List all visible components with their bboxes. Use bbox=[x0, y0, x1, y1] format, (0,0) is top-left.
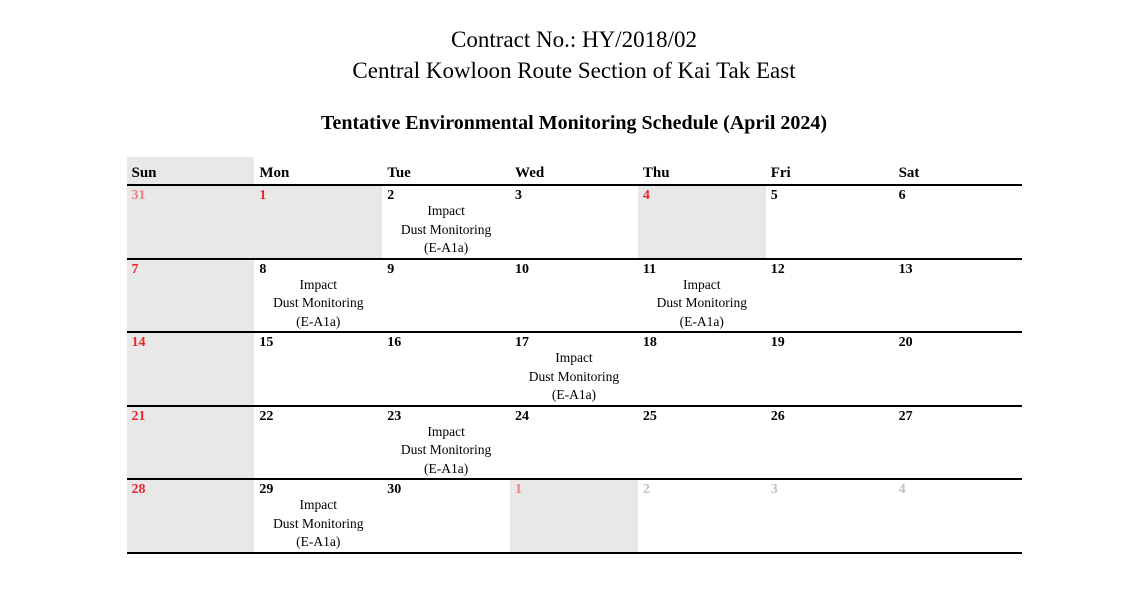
event-line-2: Dust Monitoring bbox=[400, 221, 492, 237]
calendar-day-cell[interactable] bbox=[766, 406, 894, 480]
monitoring-event bbox=[254, 276, 382, 332]
calendar-day-cell[interactable] bbox=[382, 479, 510, 553]
calendar-day-cell[interactable] bbox=[766, 479, 894, 553]
day-number: 10 bbox=[515, 261, 530, 277]
day-number: 11 bbox=[642, 261, 657, 277]
event-line-2: Dust Monitoring bbox=[400, 442, 492, 457]
event-line-2: Dust Monitoring bbox=[273, 295, 364, 310]
day-number: 8 bbox=[259, 261, 267, 277]
calendar-day-cell[interactable] bbox=[382, 406, 510, 480]
day-number: 4 bbox=[898, 482, 906, 497]
weekday-header-mon: Mon bbox=[254, 157, 382, 185]
event-line-2: Dust Monitoring bbox=[656, 295, 747, 310]
calendar-header-row bbox=[127, 157, 1022, 185]
day-number: 9 bbox=[387, 261, 395, 277]
monitoring-event bbox=[638, 276, 766, 332]
day-number: 6 bbox=[898, 188, 906, 203]
calendar-day-cell[interactable] bbox=[894, 259, 1022, 333]
calendar-day-cell[interactable] bbox=[766, 259, 894, 333]
calendar-day-cell[interactable] bbox=[254, 479, 382, 553]
document-header bbox=[0, 0, 1148, 86]
day-number: 19 bbox=[770, 335, 785, 350]
calendar-day-cell[interactable] bbox=[894, 406, 1022, 480]
calendar-week-row bbox=[127, 185, 1022, 259]
event-line-2: Dust Monitoring bbox=[273, 515, 364, 531]
event-line-1: Impact bbox=[427, 203, 465, 218]
calendar-day-cell[interactable] bbox=[254, 185, 382, 259]
day-number: 17 bbox=[515, 335, 530, 350]
day-number: 5 bbox=[770, 188, 778, 203]
event-line-1: Impact bbox=[299, 497, 337, 512]
day-number: 27 bbox=[898, 408, 913, 424]
day-number: 13 bbox=[898, 261, 913, 277]
day-number: 20 bbox=[898, 335, 913, 350]
calendar-day-cell[interactable] bbox=[638, 259, 766, 333]
calendar-day-cell[interactable] bbox=[254, 406, 382, 480]
calendar-week-row bbox=[127, 479, 1022, 553]
calendar-day-cell[interactable] bbox=[894, 479, 1022, 553]
day-number: 30 bbox=[387, 482, 402, 497]
event-line-3: (E-A1a) bbox=[551, 387, 597, 402]
day-number: 14 bbox=[131, 335, 146, 350]
day-number: 25 bbox=[642, 408, 657, 424]
event-line-3: (E-A1a) bbox=[423, 460, 469, 476]
calendar-day-cell[interactable] bbox=[638, 479, 766, 553]
calendar-week-row bbox=[127, 332, 1022, 406]
calendar-day-cell[interactable] bbox=[382, 185, 510, 259]
day-number: 15 bbox=[259, 335, 274, 350]
event-line-2: Dust Monitoring bbox=[528, 368, 620, 384]
monitoring-event bbox=[382, 202, 510, 258]
day-number: 26 bbox=[770, 408, 785, 424]
contract-number: Contract No.: HY/2018/02 bbox=[451, 27, 697, 52]
calendar-day-cell[interactable] bbox=[382, 332, 510, 406]
day-number: 4 bbox=[642, 188, 650, 203]
calendar-day-cell[interactable] bbox=[638, 406, 766, 480]
calendar-day-cell[interactable] bbox=[510, 479, 638, 553]
calendar-week-row bbox=[127, 259, 1022, 333]
calendar-day-cell[interactable] bbox=[510, 259, 638, 333]
day-number: 22 bbox=[259, 408, 274, 424]
weekday-header-wed: Wed bbox=[510, 157, 638, 185]
day-number: 3 bbox=[770, 482, 778, 497]
day-number: 29 bbox=[259, 482, 274, 497]
event-line-3: (E-A1a) bbox=[679, 313, 724, 329]
day-number: 23 bbox=[387, 408, 402, 424]
monitoring-event bbox=[382, 423, 510, 479]
day-number: 16 bbox=[387, 335, 402, 350]
calendar-day-cell[interactable] bbox=[894, 185, 1022, 259]
calendar-week-row bbox=[127, 406, 1022, 480]
calendar-day-cell[interactable] bbox=[254, 259, 382, 333]
calendar-day-cell[interactable] bbox=[510, 406, 638, 480]
monitoring-calendar bbox=[127, 157, 1022, 554]
monitoring-event bbox=[510, 349, 638, 405]
day-number: 12 bbox=[770, 261, 785, 277]
calendar-day-cell[interactable] bbox=[510, 332, 638, 406]
event-line-3: (E-A1a) bbox=[296, 534, 341, 549]
calendar-day-cell[interactable] bbox=[127, 185, 255, 259]
calendar-body bbox=[127, 185, 1022, 553]
day-number: 3 bbox=[515, 188, 523, 203]
calendar-day-cell[interactable] bbox=[127, 259, 255, 333]
day-number: 31 bbox=[131, 188, 146, 203]
weekday-header-thu: Thu bbox=[638, 157, 766, 185]
day-number: 2 bbox=[642, 482, 650, 497]
calendar-day-cell[interactable] bbox=[638, 332, 766, 406]
weekday-header-tue: Tue bbox=[382, 157, 510, 185]
calendar-day-cell[interactable] bbox=[127, 332, 255, 406]
project-name: Central Kowloon Route Section of Kai Tak East bbox=[352, 58, 796, 83]
monitoring-event bbox=[254, 496, 382, 552]
weekday-header-fri: Fri bbox=[766, 157, 894, 185]
calendar-day-cell[interactable] bbox=[766, 332, 894, 406]
day-number: 1 bbox=[259, 188, 267, 203]
event-line-1: Impact bbox=[427, 423, 465, 439]
event-line-1: Impact bbox=[683, 276, 721, 292]
calendar-day-cell[interactable] bbox=[127, 479, 255, 553]
day-number: 21 bbox=[131, 408, 146, 424]
day-number: 28 bbox=[131, 482, 146, 497]
calendar-day-cell[interactable] bbox=[894, 332, 1022, 406]
event-line-3: (E-A1a) bbox=[296, 313, 341, 329]
event-line-3: (E-A1a) bbox=[423, 240, 469, 255]
event-line-1: Impact bbox=[299, 276, 337, 292]
day-number: 7 bbox=[131, 261, 139, 277]
calendar-day-cell[interactable] bbox=[638, 185, 766, 259]
schedule-title: Tentative Environmental Monitoring Schedule (April 2024) bbox=[320, 112, 828, 134]
day-number: 2 bbox=[387, 188, 395, 203]
weekday-header-sat: Sat bbox=[894, 157, 1022, 185]
calendar-day-cell[interactable] bbox=[127, 406, 255, 480]
calendar-day-cell[interactable] bbox=[382, 259, 510, 333]
event-line-1: Impact bbox=[555, 350, 593, 365]
day-number: 18 bbox=[642, 335, 657, 350]
day-number: 24 bbox=[515, 408, 530, 424]
calendar-day-cell[interactable] bbox=[510, 185, 638, 259]
weekday-header-sun: Sun bbox=[127, 157, 255, 185]
calendar-day-cell[interactable] bbox=[766, 185, 894, 259]
day-number: 1 bbox=[515, 482, 523, 497]
calendar-day-cell[interactable] bbox=[254, 332, 382, 406]
